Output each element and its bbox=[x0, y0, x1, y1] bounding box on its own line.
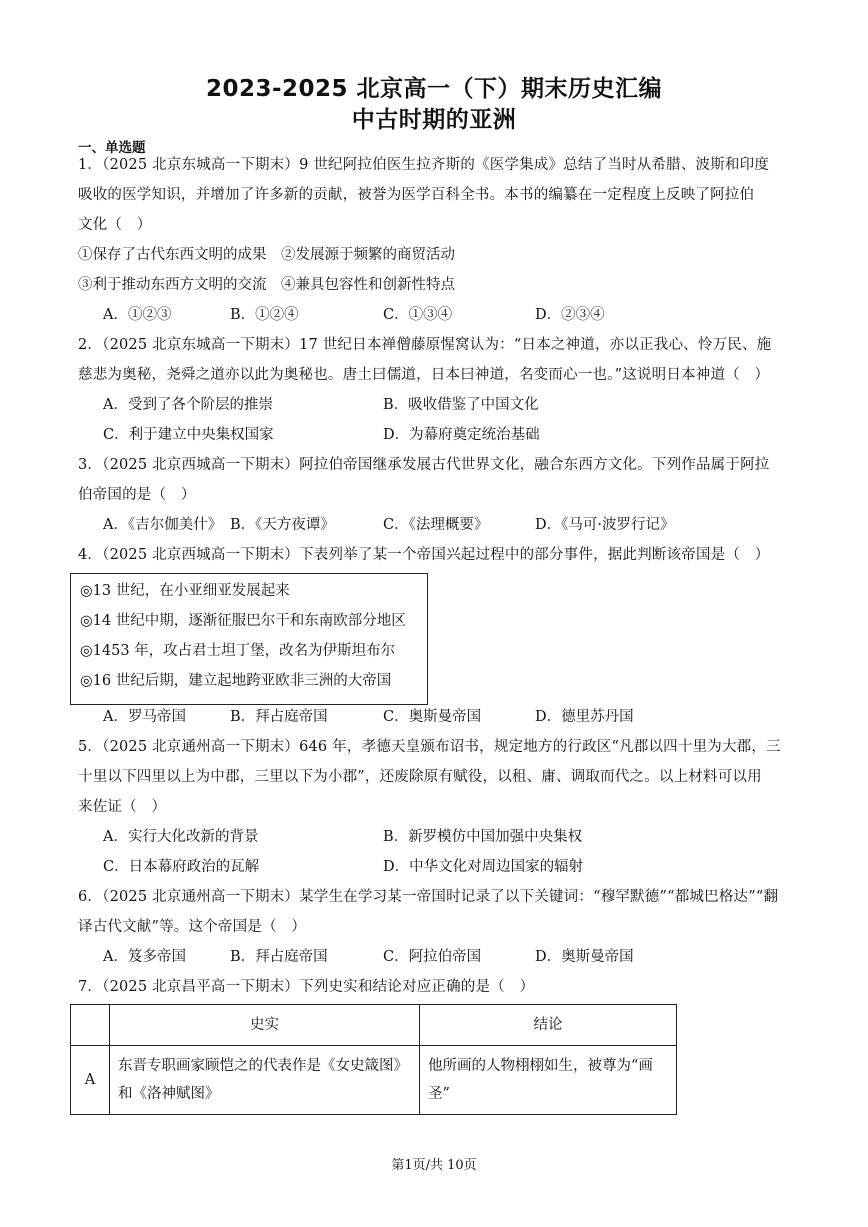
document-title: 2023-2025 北京高一（下）期末历史汇编 bbox=[205, 76, 663, 102]
question-6-option-d: D．奥斯曼帝国 bbox=[535, 949, 634, 965]
table-cell-label: A bbox=[71, 1046, 110, 1115]
question-5-line: 来佐证（ ） bbox=[78, 799, 167, 815]
question-2-option-d: D．为幕府奠定统治基础 bbox=[383, 427, 540, 443]
event-item: ◎16 世纪后期，建立起地跨亚欧非三洲的大帝国 bbox=[80, 673, 392, 689]
table-header-row bbox=[71, 1005, 677, 1046]
question-7-line: 7．（2025 北京昌平高一下期末）下列史实和结论对应正确的是（ ） bbox=[78, 979, 535, 995]
question-3-line: 伯帝国的是（ ） bbox=[78, 487, 196, 503]
question-4-option-a: A．罗马帝国 bbox=[103, 709, 186, 725]
table-row bbox=[71, 1046, 677, 1115]
question-2-line: 慈悲为奥秘，尧舜之道亦以此为奥秘也。唐土曰儒道，日本曰神道，名变而心一也。”这说明日本神道（ ） bbox=[78, 367, 770, 383]
question-5-option-d: D．中华文化对周边国家的辐射 bbox=[383, 859, 584, 875]
table-cell-conclusion: 他所画的人物栩栩如生，被尊为“画圣” bbox=[420, 1046, 677, 1115]
question-3-option-c: C．《法理概要》 bbox=[383, 517, 489, 533]
question-4-option-d: D．德里苏丹国 bbox=[535, 709, 634, 725]
question-6-option-a: A．笈多帝国 bbox=[103, 949, 186, 965]
question-3-option-a: A．《吉尔伽美什》 bbox=[103, 517, 223, 533]
event-item: ◎13 世纪，在小亚细亚发展起来 bbox=[80, 583, 290, 599]
question-1-line: 1．（2025 北京东城高一下期末）9 世纪阿拉伯医生拉齐斯的《医学集成》总结了当时从希腊、波斯和印度 bbox=[78, 157, 770, 173]
question-5-line: 5．（2025 北京通州高一下期末）646 年，孝德天皇颁布诏书，规定地方的行政区“凡郡以四十里为大郡，三 bbox=[78, 739, 781, 755]
question-6-line: 译古代文献”等。这个帝国是（ ） bbox=[78, 919, 307, 935]
question-2-line: 2．（2025 北京东城高一下期末）17 世纪日本禅僧藤原惺窝认为：“日本之神道，亦以正我心、怜万民、施 bbox=[78, 337, 772, 353]
question-4-line: 4．（2025 北京西城高一下期末）下表列举了某一个帝国兴起过程中的部分事件，据此判断该帝国是（ ） bbox=[78, 547, 770, 563]
table-header-cell: 史实 bbox=[110, 1005, 420, 1046]
question-2-option-b: B．吸收借鉴了中国文化 bbox=[383, 397, 539, 413]
question-1-option-a: A．①②③ bbox=[103, 307, 172, 323]
question-2-option-a: A．受到了各个阶层的推崇 bbox=[103, 397, 273, 413]
question-1-option-b: B．①②④ bbox=[230, 307, 299, 323]
question-6-option-c: C．阿拉伯帝国 bbox=[383, 949, 482, 965]
page-footer: 第1页/共 10页 bbox=[391, 1158, 477, 1173]
table-cell-fact: 东晋专职画家顾恺之的代表作是《女史箴图》和《洛神赋图》 bbox=[110, 1046, 420, 1115]
question-1-line: 吸收的医学知识，并增加了许多新的贡献，被誉为医学百科全书。本书的编纂在一定程度上反映了阿拉伯 bbox=[78, 187, 755, 203]
event-item: ◎14 世纪中期，逐渐征服巴尔干和东南欧部分地区 bbox=[80, 613, 406, 629]
question-1-line: 文化（ ） bbox=[78, 217, 152, 233]
question-1-item: ③利于推动东西方文明的交流 ④兼具包容性和创新性特点 bbox=[78, 277, 455, 293]
question-6-line: 6．（2025 北京通州高一下期末）某学生在学习某一帝国时记录了以下关键词：“穆罕默德”“都城巴格达”“翻 bbox=[78, 889, 779, 905]
question-3-line: 3．（2025 北京西城高一下期末）阿拉伯帝国继承发展古代世界文化，融合东西方文化。下列作品属于阿拉 bbox=[78, 457, 770, 473]
question-4-option-c: C．奥斯曼帝国 bbox=[383, 709, 482, 725]
question-1-item: ①保存了古代东西文明的成果 ②发展源于频繁的商贸活动 bbox=[78, 247, 455, 263]
question-6-option-b: B．拜占庭帝国 bbox=[230, 949, 328, 965]
history-table bbox=[70, 1004, 677, 1115]
question-5-option-a: A．实行大化改新的背景 bbox=[103, 829, 259, 845]
question-2-option-c: C．利于建立中央集权国家 bbox=[103, 427, 274, 443]
question-1-option-c: C．①③④ bbox=[383, 307, 453, 323]
document-subtitle: 中古时期的亚洲 bbox=[351, 107, 517, 133]
table-header-cell bbox=[71, 1005, 110, 1046]
question-5-option-b: B．新罗模仿中国加强中央集权 bbox=[383, 829, 583, 845]
question-3-option-b: B．《天方夜谭》 bbox=[230, 517, 335, 533]
question-1-option-d: D．②③④ bbox=[535, 307, 605, 323]
table-header-cell: 结论 bbox=[420, 1005, 677, 1046]
question-5-option-c: C．日本幕府政治的瓦解 bbox=[103, 859, 260, 875]
question-5-line: 十里以下四里以上为中郡，三里以下为小郡”，还废除原有赋役，以租、庸、调取而代之。以上材料可以用 bbox=[78, 769, 762, 785]
question-3-option-d: D．《马可·波罗行记》 bbox=[535, 517, 675, 533]
question-4-option-b: B．拜占庭帝国 bbox=[230, 709, 328, 725]
event-item: ◎1453 年，攻占君士坦丁堡，改名为伊斯坦布尔 bbox=[80, 643, 396, 659]
section-heading: 一、单选题 bbox=[78, 140, 146, 156]
